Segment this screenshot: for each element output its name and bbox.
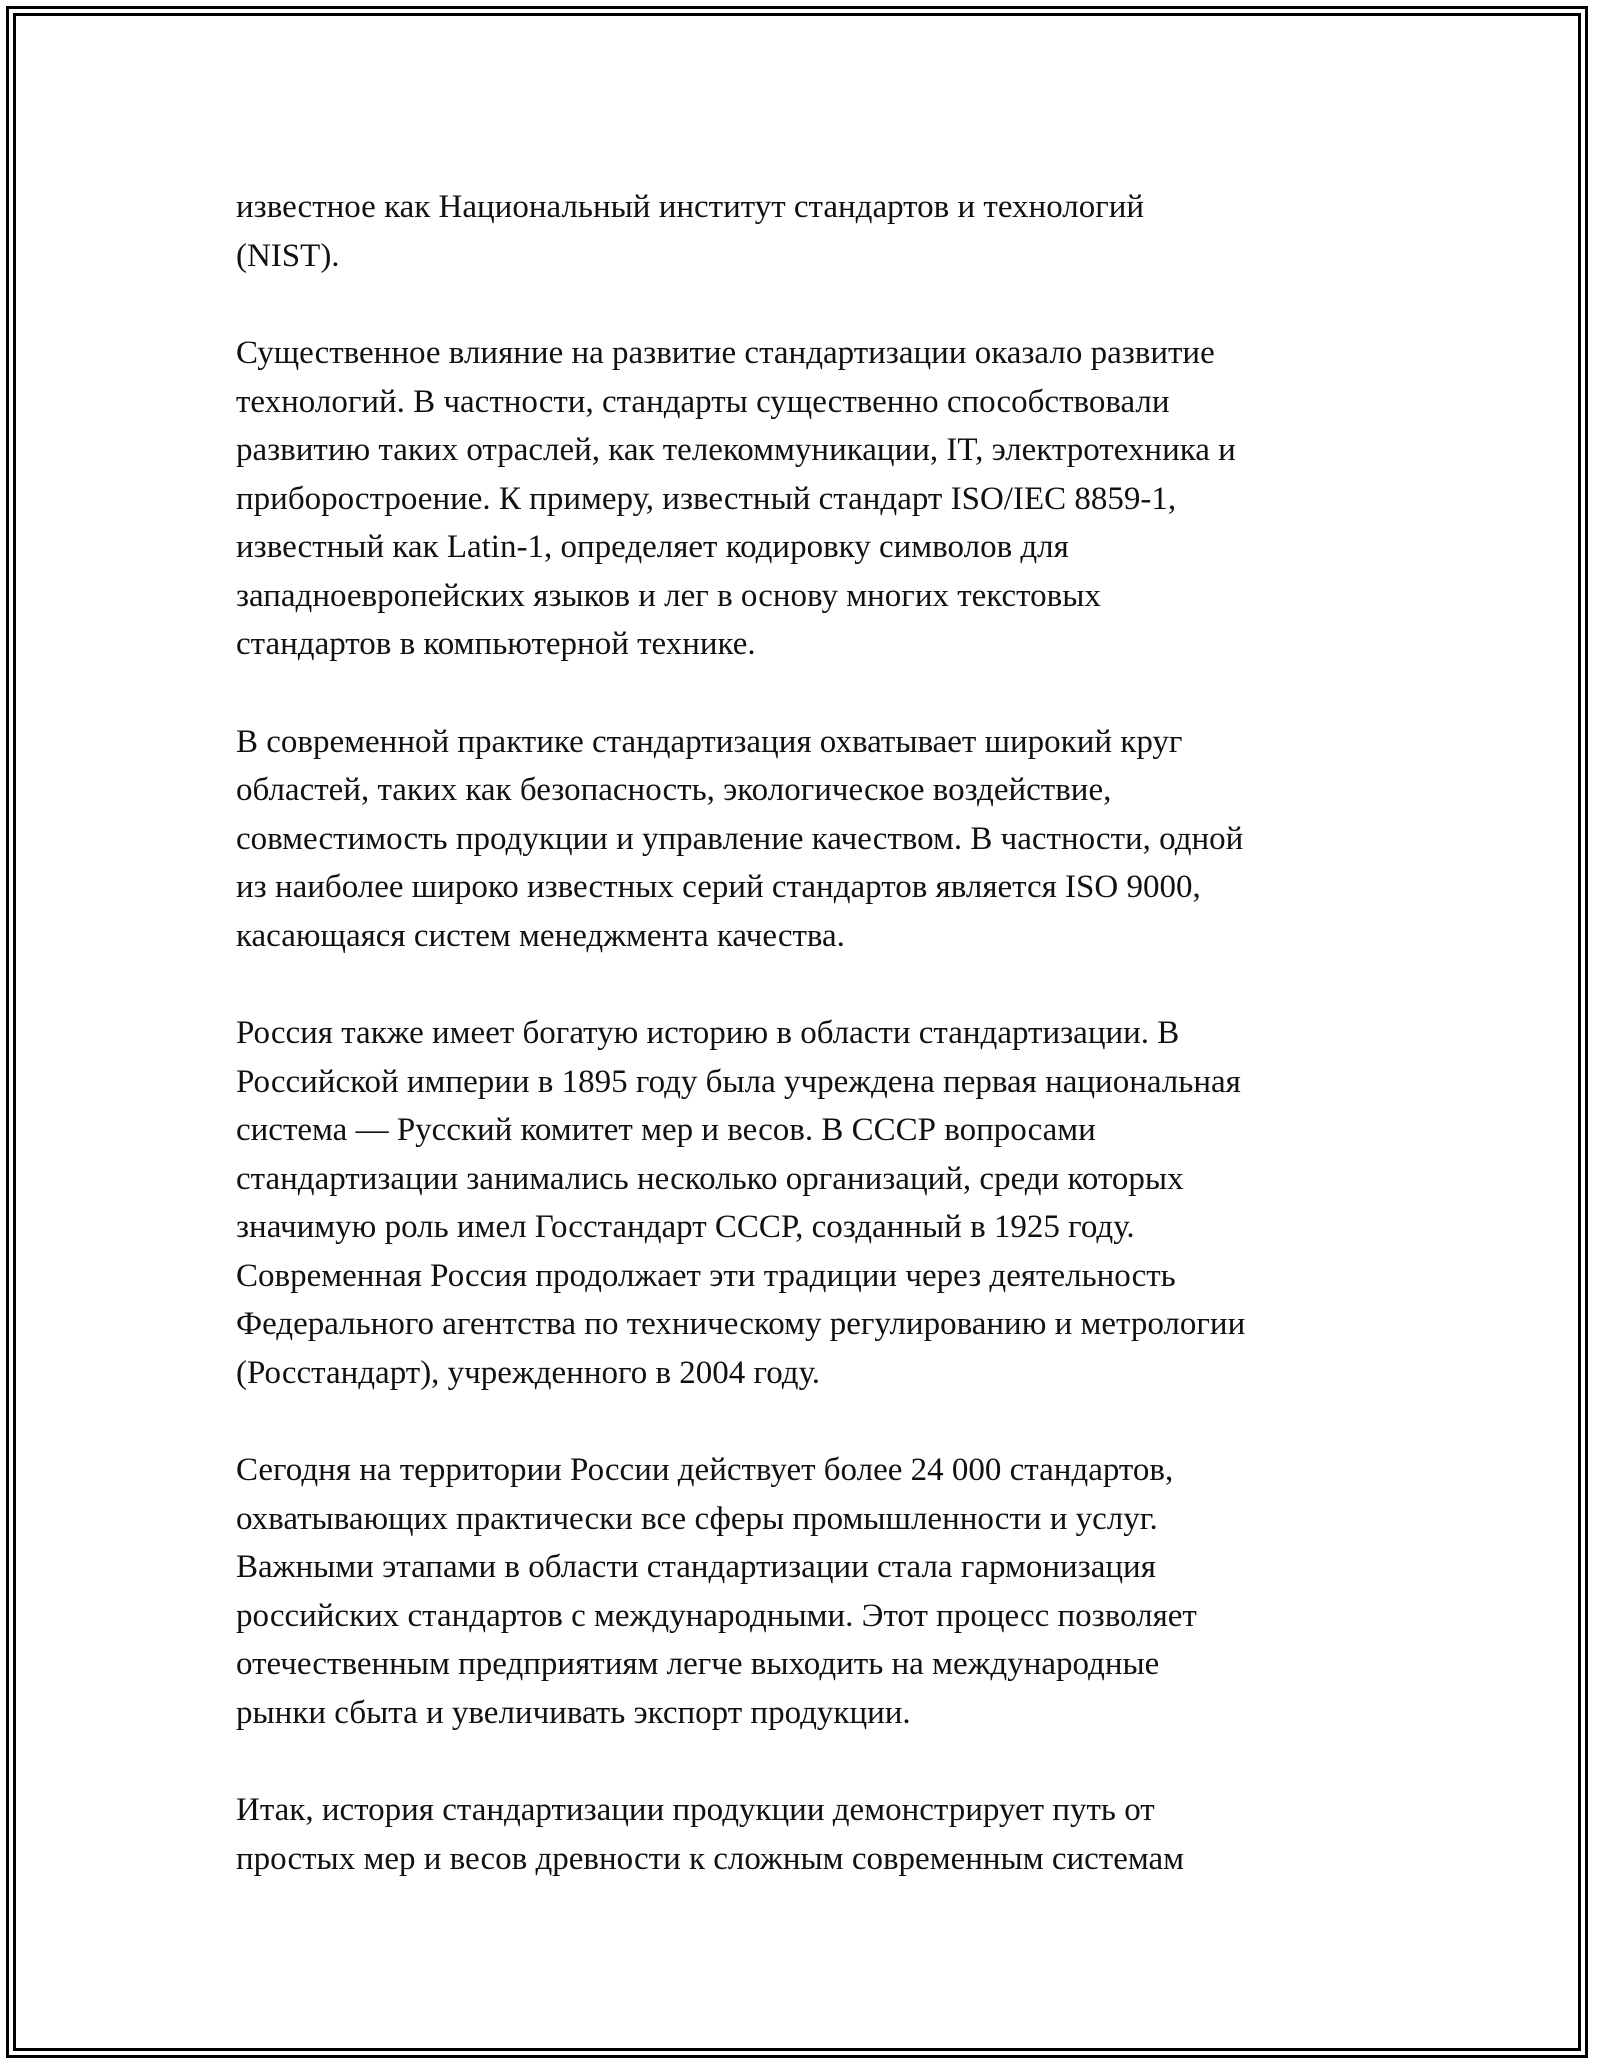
paragraph-russia-history [236, 1009, 1386, 1397]
text-line: (Росстандарт), учрежденного в 2004 году. [236, 1354, 821, 1391]
text-line: стандартизации занимались несколько организаций, среди которых [236, 1160, 1184, 1197]
text-line: Сегодня на территории России действует более 24 000 стандартов, [236, 1452, 1174, 1488]
paragraph-nist [236, 183, 1386, 280]
text-line: Российской империи в 1895 году была учреждена первая национальная [236, 1063, 1241, 1100]
paragraph-conclusion [236, 1786, 1386, 1883]
text-line: из наиболее широко известных серий стандартов является ISO 9000, [236, 869, 1201, 905]
text-line: значимую роль имел Госстандарт СССР, созданный в 1925 году. [236, 1209, 1135, 1245]
paragraph-technology [236, 329, 1386, 669]
text-line: Важными этапами в области стандартизации стала гармонизация [236, 1549, 1156, 1585]
text-line: известное как Национальный институт стандартов и технологий [236, 189, 1145, 225]
text-line: известный как Latin-1, определяет кодировку символов для [236, 529, 1069, 565]
text-line: (NIST). [236, 237, 340, 274]
text-line: В современной практике стандартизация охватывает широкий круг [236, 723, 1183, 760]
text-line: стандартов в компьютерной технике. [236, 626, 756, 662]
text-line: российских стандартов с международными. Этот процесс позволяет [236, 1597, 1197, 1634]
text-line: рынки сбыта и увеличивать экспорт продукции. [236, 1694, 911, 1731]
text-line: охватывающих практически все сферы промышленности и услуг. [236, 1500, 1158, 1537]
document-body [236, 183, 1386, 1932]
text-line: Россия также имеет богатую историю в области стандартизации. В [236, 1015, 1180, 1051]
paragraph-modern-practice [236, 718, 1386, 961]
text-line: Итак, история стандартизации продукции демонстрирует путь от [236, 1792, 1155, 1828]
text-line: Существенное влияние на развитие стандартизации оказало развитие [236, 335, 1215, 371]
text-line: западноевропейских языков и лег в основу многих текстовых [236, 577, 1101, 614]
text-line: простых мер и весов древности к сложным современным системам [236, 1840, 1185, 1877]
text-line: приборостроение. К примеру, известный стандарт ISO/IEC 8859-1, [236, 480, 1177, 517]
text-line: совместимость продукции и управление качеством. В частности, одной [236, 820, 1244, 857]
text-line: система — Русский комитет мер и весов. В СССР вопросами [236, 1112, 1096, 1148]
text-line: Федерального агентства по техническому регулированию и метрологии [236, 1306, 1246, 1342]
text-line: отечественным предприятиям легче выходить на международные [236, 1646, 1160, 1682]
paragraph-russia-today [236, 1446, 1386, 1737]
text-line: Современная Россия продолжает эти традиции через деятельность [236, 1257, 1176, 1294]
text-line: областей, таких как безопасность, экологическое воздействие, [236, 772, 1112, 808]
text-line: развитию таких отраслей, как телекоммуникации, IT, электротехника и [236, 432, 1236, 468]
text-line: технологий. В частности, стандарты существенно способствовали [236, 383, 1170, 420]
text-line: касающаяся систем менеджмента качества. [236, 917, 845, 954]
